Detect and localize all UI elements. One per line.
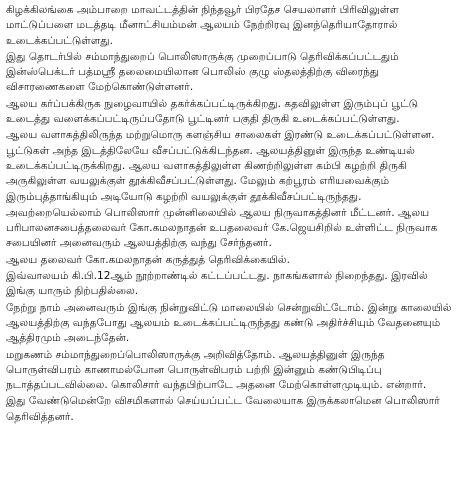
article-paragraph-5: அவற்றையெல்லாம் பொலிஸார் முன்னிலையில் ஆலய நிருவாகத்தினர் மீட்டனர். ஆலய பரிபாலனசபைத்தலைவர் கோ.கமலநாதன் உபதலைவர் கே.ஜெயசிறில் உள்ளிட்ட நிருவாக சபையினர் அனைவரும் ஆலயத்திற்கு வந்து சேர்ந்தனர்.: [6, 206, 438, 250]
article-paragraph-1: கிழக்கிலங்கை அம்பாறை மாவட்டத்தின் நிந்தவூர் பிரதேச செயலாளர் பிரிவிலுள்ள மாட்டுப்பளை மடத்தடி மீனாட்சியம்மன் ஆலயம் நேற்றிரவு இனந்தெரியாதோரால் உடைக்கப்பட்டுள்ளது.: [6, 4, 399, 47]
article-paragraph-4: ஆலய வளாகத்திலிருந்த மற்றுமொரு களஞ்சிய சாலைகள் இரண்டு உடைக்கப்பட்டுள்ளன. பூட்டுகள் அந்த இடத்திலேயே வீசப்பட்டுக்கிடந்தன. ஆலயத்தினுள் இருந்த உண்டியல் உடைக்கப்பட்டிருக்கிறது. ஆலய வளாகத்திலுள்ள கிணற்றிலுள்ள கம்பி கழற்றி திருகி அருகிலுள்ள வயலுக்குள் தூக்கிவீசப்பட்டுள்ளது. மேலும் கற்பூரம் எரியவைக்கும் இரும்புத்தாங்கியும் அடியோடு கழற்றி வயலுக்குள் தூக்கிவீசப்பட்டிருந்தது.: [6, 129, 435, 203]
article-paragraph-6: ஆலய தலைவர் கோ.கமலநாதன் கருத்துத் தெரிவிக்கையில்.: [6, 253, 290, 266]
article-paragraph-7: இவ்வாலயம் கி.பி.12ஆம் நூற்றாண்டில் கட்டப்பட்டது. நாகங்களால் நிறைந்தது. இரவில் இங்கு யாரும் நிற்பதில்லை.: [6, 270, 428, 298]
article-paragraph-8: நேற்று நாம் அனைவரும் இங்கு நின்றுவிட்டு மாலையில் சென்றுவிட்டோம். இன்று காலையில் ஆலயத்திற்கு வந்தபோது ஆலயம் உடைக்கப்பட்டிருந்தது கண்டு அதிர்ச்சியும் வேதனையும் ஆத்திரமும் அடைந்தேன்.: [6, 301, 452, 345]
article-paragraph-3: ஆலய கர்ப்பக்கிருக நுழைவாயில் தகர்க்கப்பட்டிருக்கிறது. கதவிலுள்ள இரும்புப் பூட்டு உடைத்து வளைக்கப்பட்டிருப்பதோடு பூட்டினர் பகுதி திருகி உடைக்கப்பட்டுள்ளது.: [6, 97, 419, 126]
article-paragraph-9: மறுகணம் சம்மாந்துறைப்பொலிஸாருக்கு அறிவித்தோம். ஆலயத்தினுள் இருந்த பொருள்விபரம் காணாமல்போன பொருள்விபரம் பற்றி இன்னும் கண்டுபிடிப்பு நடாத்தப்படவில்லை. கொலிசார் வந்தபிற்பாடே அதனை மேற்கொள்ளமுடியும். என்றார்.: [6, 348, 427, 392]
article-paragraph-2: இது தொடர்பில் சம்மாந்துறைப் பொலிஸாருக்கு முறைப்பாடு தெரிவிக்கப்பட்டதும் இன்ஸ்பெக்டர் பத்மஸ்ரீ தலைமையிலான பொலிஸ் குழு ஸ்தலத்திற்கு விரைந்து விசாரணைகளை மேற்கொண்டுள்ளனர்.: [6, 50, 399, 94]
article-paragraph-10: இது வேண்டுமென்றே விசமிகளால் செய்யப்பட்ட வேலையாக இருக்கலாமென பொலிஸார் தெரிவித்தனர்.: [6, 395, 440, 423]
